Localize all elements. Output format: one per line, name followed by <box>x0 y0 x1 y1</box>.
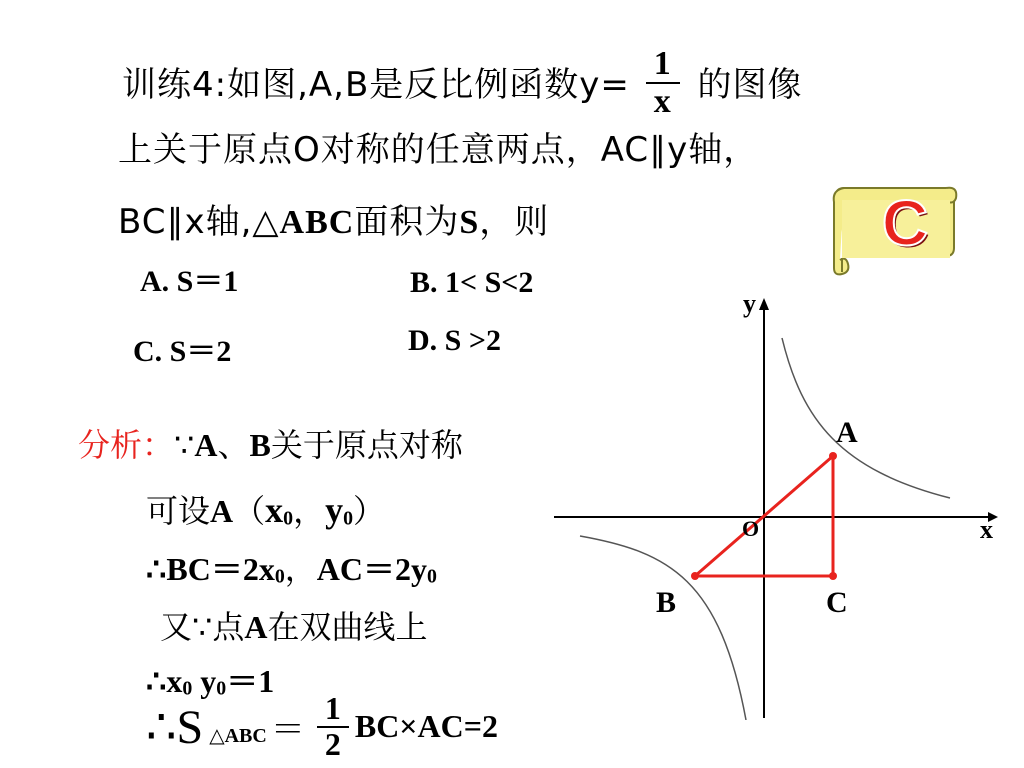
problem-line-1-prefix: 训练4:如图,A,B是反比例函数y= <box>122 65 630 106</box>
axes <box>554 298 998 718</box>
analysis-line-2 <box>146 486 385 532</box>
analysis-l6-tail: BC×AC=2 <box>354 708 498 745</box>
function-fraction <box>646 46 680 119</box>
half-fraction-den: 2 <box>324 725 341 762</box>
analysis-l4-tail: 在双曲线上 <box>267 608 428 646</box>
problem-line-1 <box>122 45 803 123</box>
analysis-l2-x-sub: 0 <box>283 507 294 530</box>
label-x: x <box>980 515 993 544</box>
point-b <box>691 572 699 580</box>
y-axis-arrow-icon <box>759 298 769 310</box>
analysis-l5-sub1: 0 <box>182 677 193 700</box>
analysis-l3-ac: AC＝2y <box>316 551 427 587</box>
analysis-l2-text: 可设 <box>146 492 211 530</box>
problem-line-3-d: S <box>459 204 480 241</box>
analysis-line-3 <box>146 544 437 590</box>
problem-line-1-suffix: 的图像 <box>697 65 803 106</box>
answer-badge-letter: C <box>881 187 929 259</box>
analysis-l5-sub2: 0 <box>216 677 227 700</box>
analysis-line-6 <box>146 692 498 761</box>
analysis-l6-s: ∴S <box>146 700 204 754</box>
problem-line-3-a: BC∥x轴,△ <box>118 202 280 242</box>
problem-line-3-b: ABC <box>279 204 355 241</box>
analysis-l2-a: A <box>210 493 234 529</box>
analysis-l5-y: y <box>192 663 217 699</box>
analysis-l3-comma: ， <box>284 550 317 588</box>
analysis-l5-eq: ＝1 <box>226 663 275 699</box>
label-o: O <box>742 516 760 541</box>
point-c <box>829 572 837 580</box>
hyperbola-branch-1 <box>782 338 950 498</box>
option-b: B. 1< S<2 <box>410 266 534 299</box>
option-c: C. S＝2 <box>133 335 232 368</box>
analysis-l2-open: （ <box>233 492 266 530</box>
analysis-line-1 <box>78 420 463 466</box>
analysis-symmetric-text: 关于原点对称 <box>270 426 463 464</box>
analysis-l2-y: y <box>325 490 344 530</box>
problem-line-3-e: ，则 <box>479 202 550 242</box>
label-y: y <box>743 289 756 318</box>
analysis-l3-sub1: 0 <box>274 565 285 588</box>
analysis-l2-comma: ， <box>293 492 326 530</box>
analysis-label: 分析： <box>78 426 175 464</box>
function-fraction-denominator: x <box>653 82 672 120</box>
analysis-l3-sub2: 0 <box>427 565 437 588</box>
label-c: C <box>826 586 848 619</box>
half-fraction-num: 1 <box>317 692 349 728</box>
half-fraction <box>317 692 349 761</box>
option-a: A. S＝1 <box>140 265 239 298</box>
analysis-l2-y-sub: 0 <box>343 507 353 530</box>
problem-line-3 <box>118 194 549 243</box>
analysis-sep: 、 <box>217 426 250 464</box>
option-d: D. S >2 <box>408 324 501 357</box>
analysis-point-b: B <box>249 427 271 463</box>
analysis-l5-x: ∴x <box>146 663 183 699</box>
function-fraction-numerator: 1 <box>646 46 680 84</box>
analysis-l4-text: 又∵点 <box>160 608 245 646</box>
analysis-line-4 <box>160 602 428 648</box>
coordinate-diagram <box>540 280 1020 720</box>
analysis-point-a: A <box>194 427 218 463</box>
label-a: A <box>836 416 858 449</box>
label-b: B <box>656 586 677 619</box>
hyperbola-branch-2 <box>580 536 746 720</box>
point-a <box>829 452 837 460</box>
analysis-l2-close: ） <box>353 492 386 530</box>
analysis-l4-a: A <box>244 609 268 645</box>
analysis-l6-eq: ＝ <box>270 710 305 751</box>
problem-line-2: 上关于原点O对称的任意两点，AC∥y轴， <box>118 130 759 170</box>
answer-badge <box>826 178 958 280</box>
analysis-l3-bc: ∴BC＝2x <box>146 551 275 587</box>
problem-line-3-c: 面积为 <box>354 202 460 242</box>
analysis-l6-sub: △ABC <box>209 725 267 748</box>
because-symbol: ∵ <box>174 426 195 464</box>
analysis-l2-x: x <box>265 490 284 530</box>
